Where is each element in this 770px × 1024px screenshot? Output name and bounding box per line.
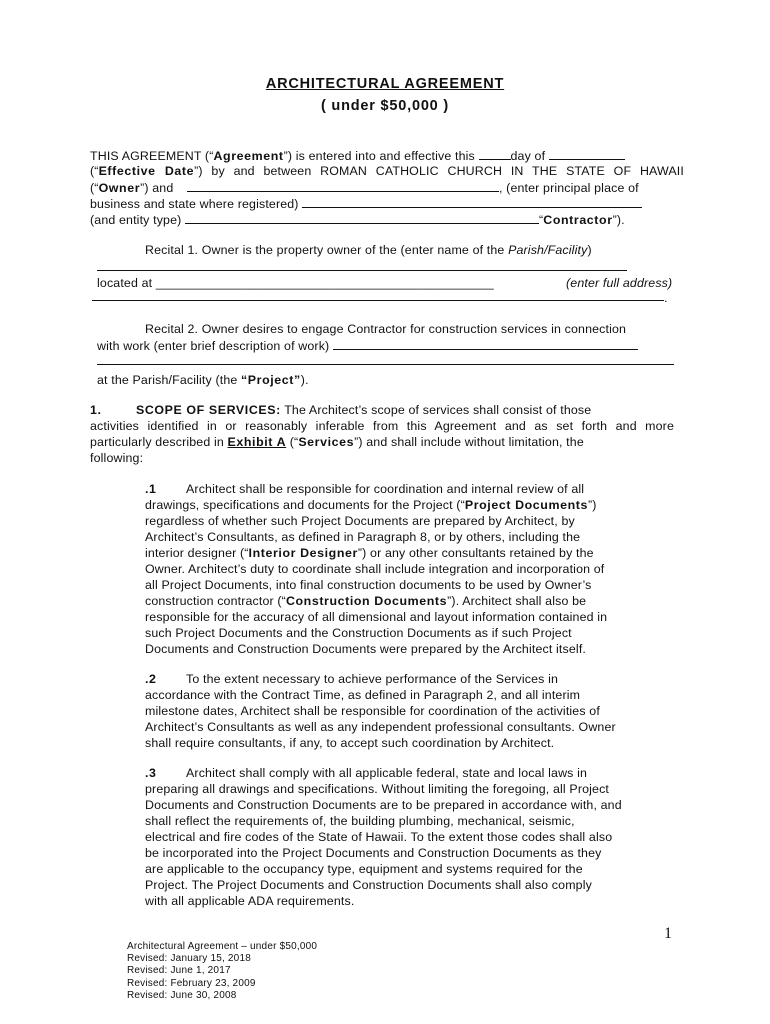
intro-text: day of xyxy=(510,149,546,163)
section-1-line-3 xyxy=(90,434,584,450)
sub1-line-7: all Project Documents, into final construction documents to be used by Owner’s xyxy=(145,578,592,592)
intro-text: business and state where registered) xyxy=(90,197,299,211)
blank-contractor-name[interactable] xyxy=(187,179,499,192)
sub3-line-3: Documents and Construction Documents are to be prepared in accordance with, and xyxy=(145,798,622,812)
recital-text: Recital 1. Owner is the property owner of the (enter name of the xyxy=(145,243,509,257)
document-title: ARCHITECTURAL AGREEMENT xyxy=(265,76,505,92)
blank-full-address[interactable] xyxy=(92,300,664,301)
section-text: particularly described in xyxy=(90,435,228,449)
intro-text: ”) and xyxy=(140,181,174,195)
sub1-line-5 xyxy=(145,545,594,561)
term-owner: Owner xyxy=(98,181,141,195)
sub1-line-10: such Project Documents and the Construction Documents as if such Project xyxy=(145,626,572,640)
location-blank: located at ________________________________________________ xyxy=(97,276,494,290)
sub2-line-4: Architect’s Consultants as well as any independent professional consultants. Owner xyxy=(145,720,616,734)
section-1-line-4: following: xyxy=(90,451,144,465)
blank-business-state[interactable] xyxy=(302,195,642,208)
page-number: 1 xyxy=(664,925,672,942)
sub2-line-2: accordance with the Contract Time, as defined in Paragraph 2, and all interim xyxy=(145,688,581,702)
footer-line: Revised: January 15, 2018 xyxy=(127,953,251,965)
sub2-line-5: shall require consultants, if any, to accept such coordination by Architect. xyxy=(145,736,555,750)
sub1-line-3: regardless of whether such Project Documents are prepared by Architect, by xyxy=(145,514,575,528)
intro-text: , (enter principal place of xyxy=(499,181,639,195)
intro-text: ”) is entered into and effective this xyxy=(283,149,475,163)
blank-day[interactable] xyxy=(479,147,511,160)
recital-2: Recital 2. Owner desires to engage Contractor for construction services in connection xyxy=(145,322,627,336)
subsection-2-number: .2 xyxy=(145,672,157,686)
recital-1-location xyxy=(97,275,494,291)
sub3-line-7: are applicable to the occupancy type, equipment and systems required for the xyxy=(145,862,583,876)
blank-work-description[interactable] xyxy=(333,337,638,350)
intro-line-3 xyxy=(90,179,639,196)
sub2-line-3: milestone dates, Architect shall be responsible for coordination of the activities of xyxy=(145,704,600,718)
term-interior-designer: Interior Designer xyxy=(248,546,358,560)
sub3-line-1: Architect shall comply with all applicable federal, state and local laws in xyxy=(186,766,588,780)
recital-text: at the Parish/Facility (the xyxy=(97,373,241,387)
term-effective-date: Effective Date xyxy=(98,164,195,178)
term-agreement: Agreement xyxy=(213,149,284,163)
intro-text: (“ xyxy=(90,164,99,178)
section-1-line-2: activities identified in or reasonably inferable from this Agreement and as set forth and more xyxy=(90,419,674,433)
blank-entity-type[interactable] xyxy=(185,211,539,224)
sub-text: construction contractor (“ xyxy=(145,594,286,608)
sub2-line-1: To the extent necessary to achieve performance of the Services in xyxy=(186,672,559,686)
recital-1 xyxy=(145,242,592,258)
sub-text: drawings, specifications and documents for the Project (“ xyxy=(145,498,465,512)
sub1-line-6: Owner. Architect’s duty to coordinate shall include integration and incorporation of xyxy=(145,562,605,576)
term-services: Services xyxy=(298,435,355,449)
sub3-line-9: with all applicable ADA requirements. xyxy=(145,894,355,908)
section-text: (“ xyxy=(286,435,299,449)
term-project-documents: Project Documents xyxy=(464,498,588,512)
intro-line-2 xyxy=(90,163,684,179)
sub3-line-8: Project. The Project Documents and Construction Documents shall also comply xyxy=(145,878,592,892)
exhibit-a-reference: Exhibit A xyxy=(227,435,287,449)
sub3-line-5: electrical and fire codes of the State of Hawaii. To the extent those codes shall also xyxy=(145,830,613,844)
footer-line: Revised: June 1, 2017 xyxy=(127,965,231,977)
intro-text: ”) by and between ROMAN CATHOLIC CHURCH IN THE STATE OF HAWAII xyxy=(194,164,684,178)
document-subtitle: ( under $50,000 ) xyxy=(320,98,450,114)
intro-line-4 xyxy=(90,195,642,212)
intro-line-1 xyxy=(90,147,625,164)
footer-line: Revised: June 30, 2008 xyxy=(127,989,237,1001)
address-period: . xyxy=(664,291,668,305)
sub3-line-4: shall reflect the requirements of, the building plumbing, mechanical, seismic, xyxy=(145,814,575,828)
footer-line: Revised: February 23, 2009 xyxy=(127,977,256,989)
subsection-3-number: .3 xyxy=(145,766,157,780)
intro-text: ”). xyxy=(612,213,625,227)
blank-parish-name[interactable] xyxy=(97,270,627,271)
blank-month[interactable] xyxy=(549,147,625,160)
subsection-1-number: .1 xyxy=(145,482,157,496)
sub-text: ”) or any other consultants retained by the xyxy=(357,546,594,560)
recital-text: ). xyxy=(300,373,309,387)
intro-text: (and entity type) xyxy=(90,213,182,227)
term-contractor: Contractor xyxy=(543,213,613,227)
recital-2-line-2 xyxy=(97,337,638,354)
section-1-number: 1. xyxy=(90,403,102,417)
sub3-line-6: be incorporated into the Project Documents and Construction Documents as they xyxy=(145,846,602,860)
sub-text: ”) xyxy=(587,498,597,512)
section-1-line-1 xyxy=(136,402,591,418)
sub1-line-9: responsible for the accuracy of all dimensional and layout information contained in xyxy=(145,610,608,624)
address-hint: (enter full address) xyxy=(566,276,673,290)
sub-text: ”). Architect shall also be xyxy=(447,594,587,608)
intro-text: (“ xyxy=(90,181,99,195)
intro-line-5 xyxy=(90,211,625,228)
recital-text: Parish/Facility xyxy=(508,243,588,257)
footer xyxy=(127,941,317,1002)
term-project: “Project” xyxy=(241,373,301,387)
section-1-heading: SCOPE OF SERVICES: xyxy=(136,403,281,417)
sub1-line-2 xyxy=(145,497,597,513)
recital-text: with work (enter brief description of work) xyxy=(97,339,330,353)
sub1-line-11: Documents and Construction Documents were prepared by the Architect itself. xyxy=(145,642,587,656)
section-text: The Architect’s scope of services shall consist of those xyxy=(284,403,592,417)
term-construction-documents: Construction Documents xyxy=(285,594,448,608)
intro-text: “ xyxy=(539,213,544,227)
blank-work-description-2[interactable] xyxy=(97,364,674,365)
sub1-line-1: Architect shall be responsible for coordination and internal review of all xyxy=(186,482,585,496)
sub3-line-2: preparing all drawings and specifications. Without limiting the foregoing, all Project xyxy=(145,782,610,796)
sub1-line-8 xyxy=(145,593,586,609)
intro-text: THIS AGREEMENT (“ xyxy=(90,149,214,163)
recital-2-line-3 xyxy=(97,372,309,388)
sub1-line-4: Architect’s Consultants, as defined in Paragraph 8, or by others, including the xyxy=(145,530,581,544)
footer-line: Architectural Agreement – under $50,000 xyxy=(127,941,318,952)
recital-text: ) xyxy=(587,243,592,257)
section-text: ”) and shall include without limitation, the xyxy=(354,435,584,449)
sub-text: interior designer (“ xyxy=(145,546,249,560)
